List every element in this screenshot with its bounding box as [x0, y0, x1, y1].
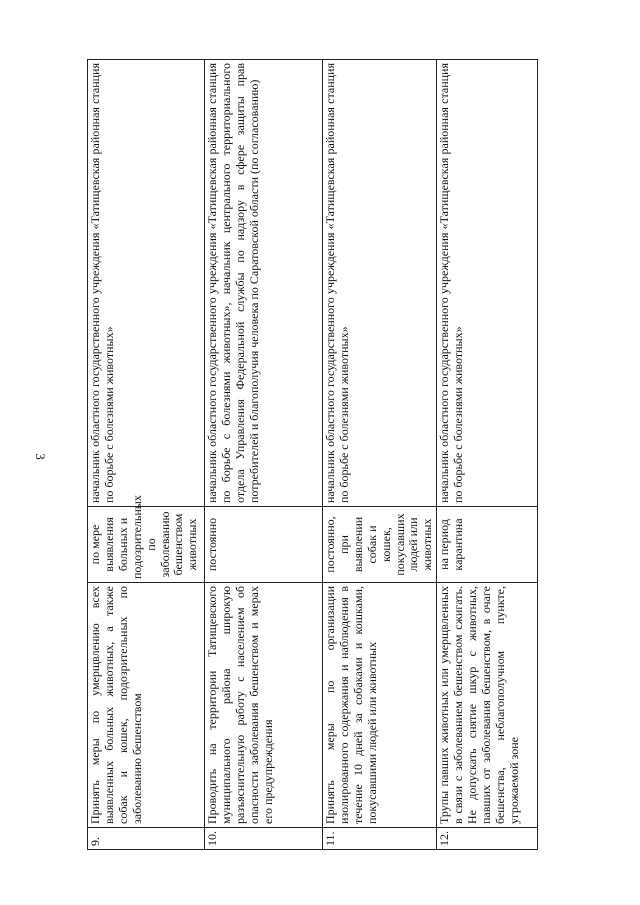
- measure-text: Принять меры по умерщвлению всех выявленных больных животных, а также собак и кошек, подозрительных по заболеванию бешенством: [88, 583, 205, 828]
- document-sheet: [87, 60, 527, 850]
- responsible-text: начальник областного государственного учреждения «Татищевская районная станция по борьбе с болезнями животных»: [437, 60, 538, 507]
- measure-text: Трупы павших животных или умерщвленных в связи с заболеванием бешенством сжигать. Не допускать снятие шкур с животных, павших от заболевания бешенством, в очаге бешенства, неблагополучном пункте, угрожаемой зоне: [437, 583, 538, 828]
- row-number: 10.: [205, 828, 323, 850]
- row-number: 11.: [323, 828, 437, 850]
- table-row: [205, 60, 323, 850]
- deadline-text: по мере выявления больных и подозрительных по заболеванию бешенством животных: [88, 507, 205, 583]
- row-number: 12.: [437, 828, 538, 850]
- table-row: [437, 60, 538, 850]
- deadline-text: на период карантина: [437, 507, 538, 583]
- deadline-text: постоянно, при выявлении собак и кошек, покусавших людей или животных: [323, 507, 437, 583]
- responsible-text: начальник областного государственного учреждения «Татищевская районная станция по борьбе с болезнями животных», начальник центрального территориального отдела Управления Федеральной службы по надзору в сфере защиты прав потребителей и благополучия человека по Саратовской области (по согласованию): [205, 60, 323, 507]
- responsible-text: начальник областного государственного учреждения «Татищевская районная станция по борьбе с болезнями животных»: [88, 60, 205, 507]
- table-row: [88, 60, 205, 850]
- table-row: [323, 60, 437, 850]
- page-number: 3: [32, 453, 48, 460]
- deadline-text: постоянно: [205, 507, 323, 583]
- responsible-text: начальник областного государственного учреждения «Татищевская районная станция по борьбе с болезнями животных»: [323, 60, 437, 507]
- measures-table: [87, 59, 538, 850]
- measure-text: Принять меры по организации изолированного содержания и наблюдения в течение 10 дней за собаками и кошками, покусавшими людей или животных: [323, 583, 437, 828]
- measure-text: Проводить на территории Татищевского муниципального района широкую разъяснительную работу с населением об опасности заболевания бешенством и мерах его предупреждения: [205, 583, 323, 828]
- row-number: 9.: [88, 828, 205, 850]
